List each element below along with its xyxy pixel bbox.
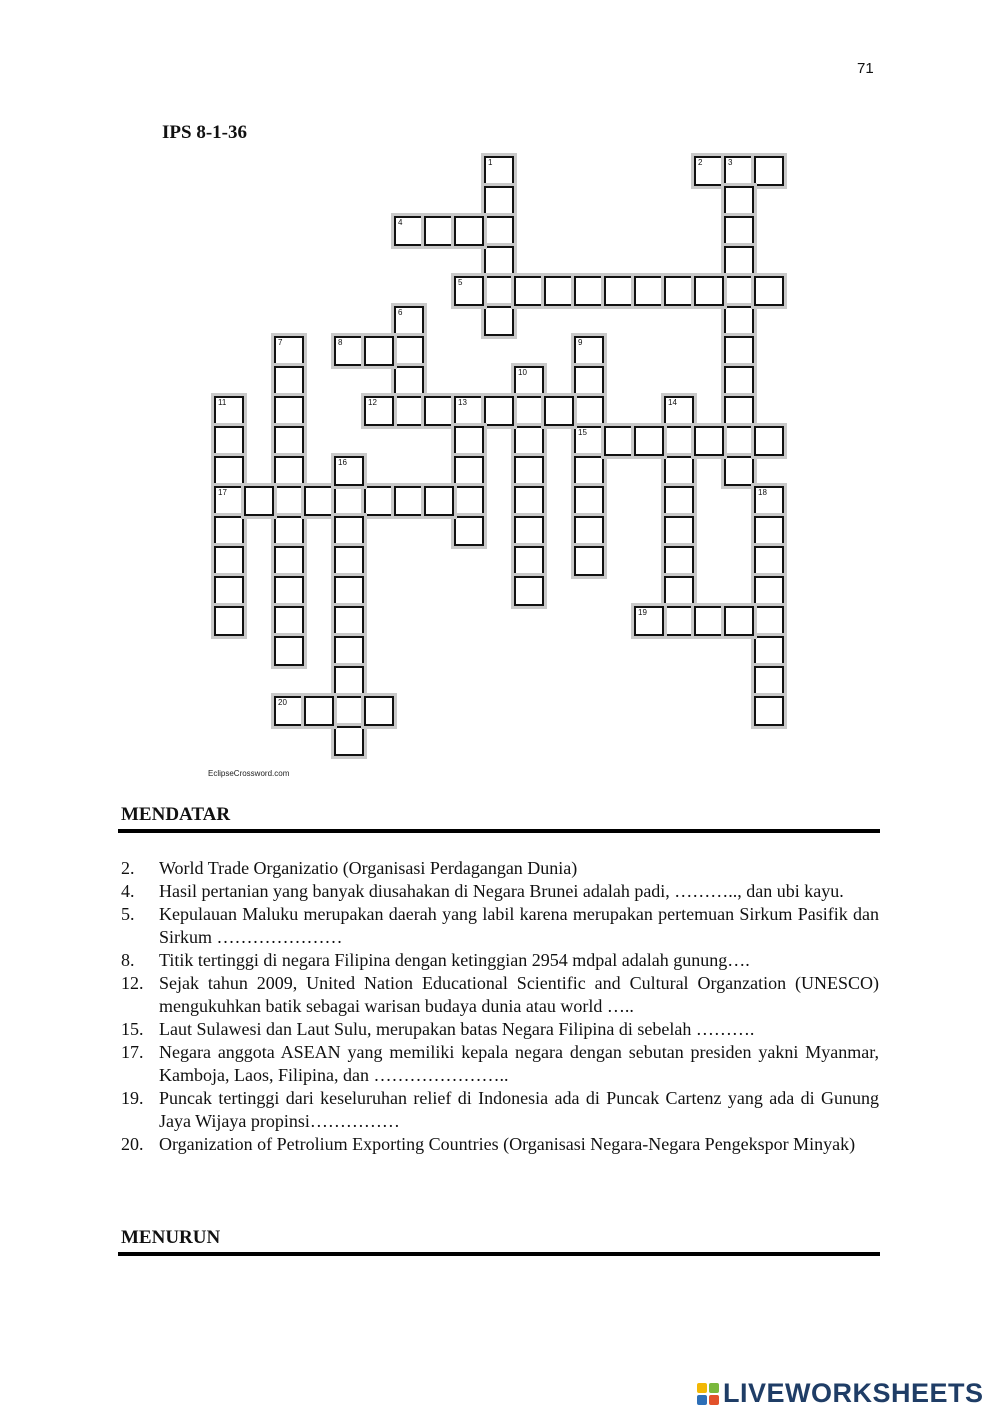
- crossword-cell[interactable]: [334, 606, 364, 636]
- clue-item: 17. Negara anggota ASEAN yang memiliki kepala negara dengan sebutan presiden yakni Myanmar, Kamboja, Laos, Filipina, dan …………………..: [121, 1042, 879, 1085]
- crossword-cell[interactable]: [454, 456, 484, 486]
- crossword-cell[interactable]: [214, 426, 244, 456]
- crossword-cell[interactable]: [694, 276, 724, 306]
- crossword-cell[interactable]: [274, 636, 304, 666]
- crossword-cell[interactable]: [394, 336, 424, 366]
- crossword-cell[interactable]: [724, 366, 754, 396]
- crossword-cell[interactable]: [664, 396, 694, 426]
- crossword-cell[interactable]: [574, 486, 604, 516]
- crossword-cell[interactable]: [394, 396, 424, 426]
- cell-number: 16: [338, 458, 347, 467]
- crossword-cell[interactable]: [454, 276, 484, 306]
- crossword-cell[interactable]: [514, 396, 544, 426]
- cell-number: 2: [698, 158, 703, 167]
- crossword-cell[interactable]: [454, 396, 484, 426]
- crossword-cell[interactable]: [754, 426, 784, 456]
- crossword-cell[interactable]: [574, 426, 604, 456]
- crossword-cell[interactable]: [754, 546, 784, 576]
- crossword-cell[interactable]: [274, 546, 304, 576]
- crossword-cell[interactable]: [364, 336, 394, 366]
- cell-number: 10: [518, 368, 527, 377]
- crossword-cell[interactable]: [334, 576, 364, 606]
- crossword-cell[interactable]: [364, 396, 394, 426]
- crossword-cell[interactable]: [694, 156, 724, 186]
- worksheet-title: IPS 8-1-36: [162, 122, 247, 143]
- crossword-cell[interactable]: [574, 366, 604, 396]
- clue-item: 19. Puncak tertinggi dari keseluruhan relief di Indonesia ada di Puncak Cartenz yang ada di Gunung Jaya Wijaya propinsi……………: [121, 1088, 879, 1131]
- crossword-cell[interactable]: [724, 306, 754, 336]
- crossword-cell[interactable]: [694, 426, 724, 456]
- crossword-cell[interactable]: [604, 426, 634, 456]
- crossword-cell[interactable]: [634, 606, 664, 636]
- crossword-cell[interactable]: [454, 516, 484, 546]
- divider: [118, 1252, 880, 1256]
- crossword-cell[interactable]: [274, 516, 304, 546]
- crossword-cell[interactable]: [664, 576, 694, 606]
- crossword-cell[interactable]: [514, 366, 544, 396]
- crossword-cell[interactable]: [514, 486, 544, 516]
- crossword-cell[interactable]: [724, 336, 754, 366]
- crossword-cell[interactable]: [754, 696, 784, 726]
- crossword-cell[interactable]: [334, 546, 364, 576]
- crossword-cell[interactable]: [754, 486, 784, 516]
- cell-number: 19: [638, 608, 647, 617]
- crossword-cell[interactable]: [484, 276, 514, 306]
- crossword-cell[interactable]: [514, 546, 544, 576]
- crossword-cell[interactable]: [214, 606, 244, 636]
- crossword-cell[interactable]: [274, 396, 304, 426]
- crossword-cell[interactable]: [724, 606, 754, 636]
- divider: [118, 829, 880, 833]
- cell-number: 17: [218, 488, 227, 497]
- crossword-cell[interactable]: [724, 246, 754, 276]
- menurun-heading: MENURUN: [121, 1227, 221, 1248]
- cell-number: 12: [368, 398, 377, 407]
- crossword-cell[interactable]: [484, 306, 514, 336]
- clue-item: 5. Kepulauan Maluku merupakan daerah yang labil karena merupakan pertemuan Sirkum Pasifik dan Sirkum …………………: [121, 904, 879, 947]
- crossword-cell[interactable]: [724, 396, 754, 426]
- crossword-cell[interactable]: [514, 426, 544, 456]
- crossword-cell[interactable]: [724, 276, 754, 306]
- clue-item: 12. Sejak tahun 2009, United Nation Educational Scientific and Cultural Organzation (UNESCO) mengukuhkan batik sebagai warisan budaya dunia atau world …..: [121, 973, 879, 1016]
- across-clue-list: [121, 857, 879, 1156]
- crossword-cell[interactable]: [334, 696, 364, 726]
- crossword-cell[interactable]: [514, 276, 544, 306]
- crossword-cell[interactable]: [484, 156, 514, 186]
- cell-number: 14: [668, 398, 677, 407]
- cell-number: 11: [218, 398, 227, 407]
- crossword-cell[interactable]: [754, 516, 784, 546]
- crossword-cell[interactable]: [544, 276, 574, 306]
- crossword-cell[interactable]: [334, 636, 364, 666]
- crossword-cell[interactable]: [754, 276, 784, 306]
- cell-number: 3: [728, 158, 733, 167]
- crossword-cell[interactable]: [724, 456, 754, 486]
- crossword-cell[interactable]: [484, 216, 514, 246]
- crossword-cell[interactable]: [754, 636, 784, 666]
- crossword-cell[interactable]: [664, 456, 694, 486]
- crossword-cell[interactable]: [214, 396, 244, 426]
- crossword-cell[interactable]: [334, 666, 364, 696]
- crossword-cell[interactable]: [514, 456, 544, 486]
- crossword-cell[interactable]: [484, 186, 514, 216]
- liveworksheets-logo-icon: [697, 1383, 719, 1405]
- crossword-cell[interactable]: [394, 216, 424, 246]
- crossword-cell[interactable]: [274, 486, 304, 516]
- crossword-cell[interactable]: [334, 516, 364, 546]
- clue-item: 2. World Trade Organizatio (Organisasi Perdagangan Dunia): [121, 858, 578, 878]
- crossword-cell[interactable]: [514, 576, 544, 606]
- crossword-cell[interactable]: [754, 576, 784, 606]
- crossword-cell[interactable]: [214, 486, 244, 516]
- clue-item: 8. Titik tertinggi di negara Filipina dengan ketinggian 2954 mdpal adalah gunung….: [121, 950, 750, 970]
- crossword-cell[interactable]: [424, 486, 454, 516]
- crossword-cell[interactable]: [394, 486, 424, 516]
- crossword-cell[interactable]: [754, 156, 784, 186]
- crossword-cell[interactable]: [244, 486, 274, 516]
- crossword-cell[interactable]: [454, 216, 484, 246]
- page-number: 71: [857, 60, 874, 77]
- crossword-cell[interactable]: [754, 666, 784, 696]
- crossword-cell[interactable]: [664, 276, 694, 306]
- cell-number: 6: [398, 308, 403, 317]
- crossword-cell[interactable]: [394, 306, 424, 336]
- crossword-cell[interactable]: [634, 276, 664, 306]
- crossword-cell[interactable]: [724, 156, 754, 186]
- crossword-cell[interactable]: [454, 486, 484, 516]
- crossword-cell[interactable]: [694, 606, 724, 636]
- crossword-cell[interactable]: [274, 696, 304, 726]
- cell-number: 1: [488, 158, 493, 167]
- crossword-cell[interactable]: [274, 576, 304, 606]
- crossword-cell[interactable]: [724, 426, 754, 456]
- crossword-cell[interactable]: [364, 696, 394, 726]
- crossword-cell[interactable]: [424, 216, 454, 246]
- crossword-cell[interactable]: [484, 246, 514, 276]
- crossword-cell[interactable]: [394, 366, 424, 396]
- crossword-cell[interactable]: [454, 426, 484, 456]
- crossword-cell[interactable]: [604, 276, 634, 306]
- cell-number: 4: [398, 218, 403, 227]
- crossword-cell[interactable]: [214, 456, 244, 486]
- crossword-cell[interactable]: [574, 336, 604, 366]
- crossword-cell[interactable]: [304, 486, 334, 516]
- crossword-cell[interactable]: [364, 486, 394, 516]
- crossword-cell[interactable]: [664, 606, 694, 636]
- crossword-cell[interactable]: [274, 456, 304, 486]
- crossword-cell[interactable]: [214, 576, 244, 606]
- crossword-cell[interactable]: [274, 366, 304, 396]
- mendatar-heading: MENDATAR: [121, 804, 231, 825]
- cell-number: 13: [458, 398, 467, 407]
- liveworksheets-brand[interactable]: [697, 1378, 984, 1409]
- cell-number: 15: [578, 428, 587, 437]
- cell-number: 20: [278, 698, 287, 707]
- crossword-cell[interactable]: [574, 456, 604, 486]
- crossword-cell[interactable]: [514, 516, 544, 546]
- crossword-cell[interactable]: [724, 186, 754, 216]
- crossword-cell[interactable]: [274, 426, 304, 456]
- crossword-cell[interactable]: [664, 546, 694, 576]
- crossword-cell[interactable]: [334, 486, 364, 516]
- crossword-cell[interactable]: [544, 396, 574, 426]
- brand-text: LIVEWORKSHEETS: [723, 1378, 984, 1408]
- crossword-cell[interactable]: [304, 696, 334, 726]
- crossword-cell[interactable]: [214, 516, 244, 546]
- cell-number: 5: [458, 278, 463, 287]
- crossword-cell[interactable]: [484, 396, 514, 426]
- cell-number: 9: [578, 338, 583, 347]
- crossword-cell[interactable]: [634, 426, 664, 456]
- crossword-cell[interactable]: [574, 396, 604, 426]
- crossword-cell[interactable]: [574, 276, 604, 306]
- cell-number: 18: [758, 488, 767, 497]
- cell-number: 8: [338, 338, 343, 347]
- clue-item: 20. Organization of Petrolium Exporting Countries (Organisasi Negara-Negara Pengekspor Minyak): [121, 1134, 856, 1154]
- crossword-credit: EclipseCrossword.com: [208, 769, 290, 778]
- crossword-cell[interactable]: [334, 456, 364, 486]
- crossword-cell[interactable]: [664, 516, 694, 546]
- crossword-cell[interactable]: [724, 216, 754, 246]
- crossword-cell[interactable]: [334, 726, 364, 756]
- cell-number: 7: [278, 338, 283, 347]
- crossword-cell[interactable]: [214, 546, 244, 576]
- crossword-cell[interactable]: [664, 486, 694, 516]
- crossword-cell[interactable]: [574, 516, 604, 546]
- clue-item: 15. Laut Sulawesi dan Laut Sulu, merupakan batas Negara Filipina di sebelah ……….: [121, 1019, 755, 1039]
- crossword-cell[interactable]: [664, 426, 694, 456]
- crossword-cell[interactable]: [754, 606, 784, 636]
- crossword-cell[interactable]: [334, 336, 364, 366]
- crossword-cell[interactable]: [274, 336, 304, 366]
- crossword-cell[interactable]: [574, 546, 604, 576]
- crossword-cell[interactable]: [274, 606, 304, 636]
- clue-item: 4. Hasil pertanian yang banyak diusahakan di Negara Brunei adalah padi, ……….., dan ubi kayu.: [121, 881, 844, 901]
- crossword-cell[interactable]: [424, 396, 454, 426]
